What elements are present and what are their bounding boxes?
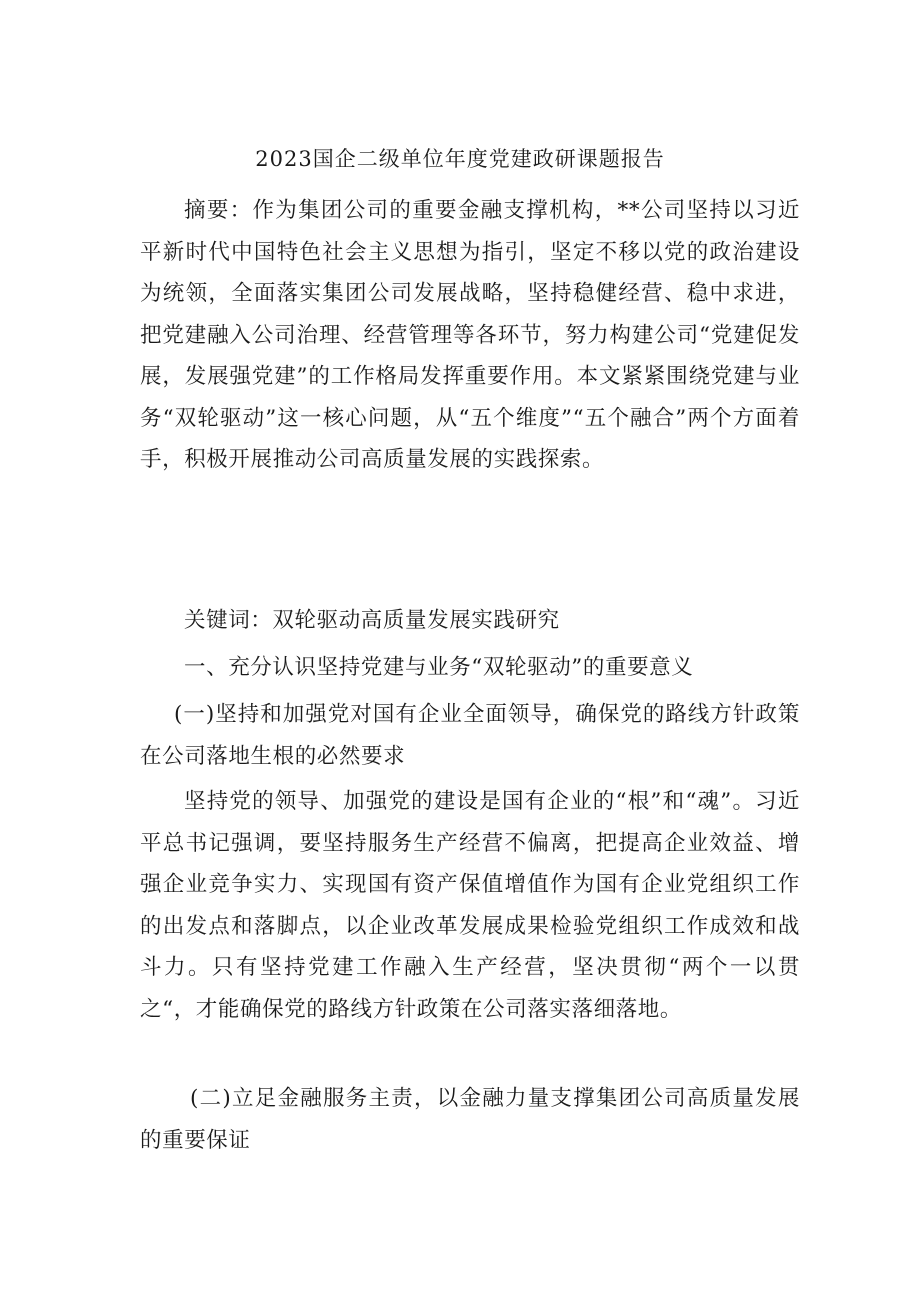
section-1-heading: 一、充分认识坚持党建与业务“双轮驱动”的重要意义 bbox=[184, 655, 694, 680]
document-title: 2023国企二级单位年度党建政研课题报告 bbox=[255, 147, 665, 171]
subsection-1-body: 坚持党的领导、加强党的建设是国有企业的“根”和“魂”。习近平总书记强调，要坚持服务生产经营不偏离，把提高企业效益、增强企业竞争实力、实现国有资产保值增值作为国有企业党组织工作的出发点和落脚点，以企业改革发展成果检验党组织工作成效和战斗力。只有坚持党建工作融入生产经营，坚决贯彻“两个一以贯之“，才能确保党的路线方针政策在公司落实落细落地。 bbox=[140, 789, 800, 1022]
keywords-paragraph: 关键词：双轮驱动高质量发展实践研究 bbox=[184, 608, 560, 633]
subsection-2-heading: (二)立足金融服务主责，以金融力量支撑集团公司高质量发展的重要保证 bbox=[140, 1086, 800, 1153]
abstract-paragraph: 摘要：作为集团公司的重要金融支撑机构，**公司坚持以习近平新时代中国特色社会主义思想为指引，坚定不移以党的政治建设为统领，全面落实集团公司发展战略，坚持稳健经营、稳中求进，把党建融入公司治理、经营管理等各环节，努力构建公司“党建促发展，发展强党建”的工作格局发挥重要作用。本文紧紧围绕党建与业务“双轮驱动”这一核心问题，从“五个维度”“五个融合”两个方面着手，积极开展推动公司高质量发展的实践探索。 bbox=[140, 198, 800, 472]
subsection-1-heading: (一)坚持和加强党对国有企业全面领导，确保党的路线方针政策在公司落地生根的必然要求 bbox=[140, 702, 800, 769]
